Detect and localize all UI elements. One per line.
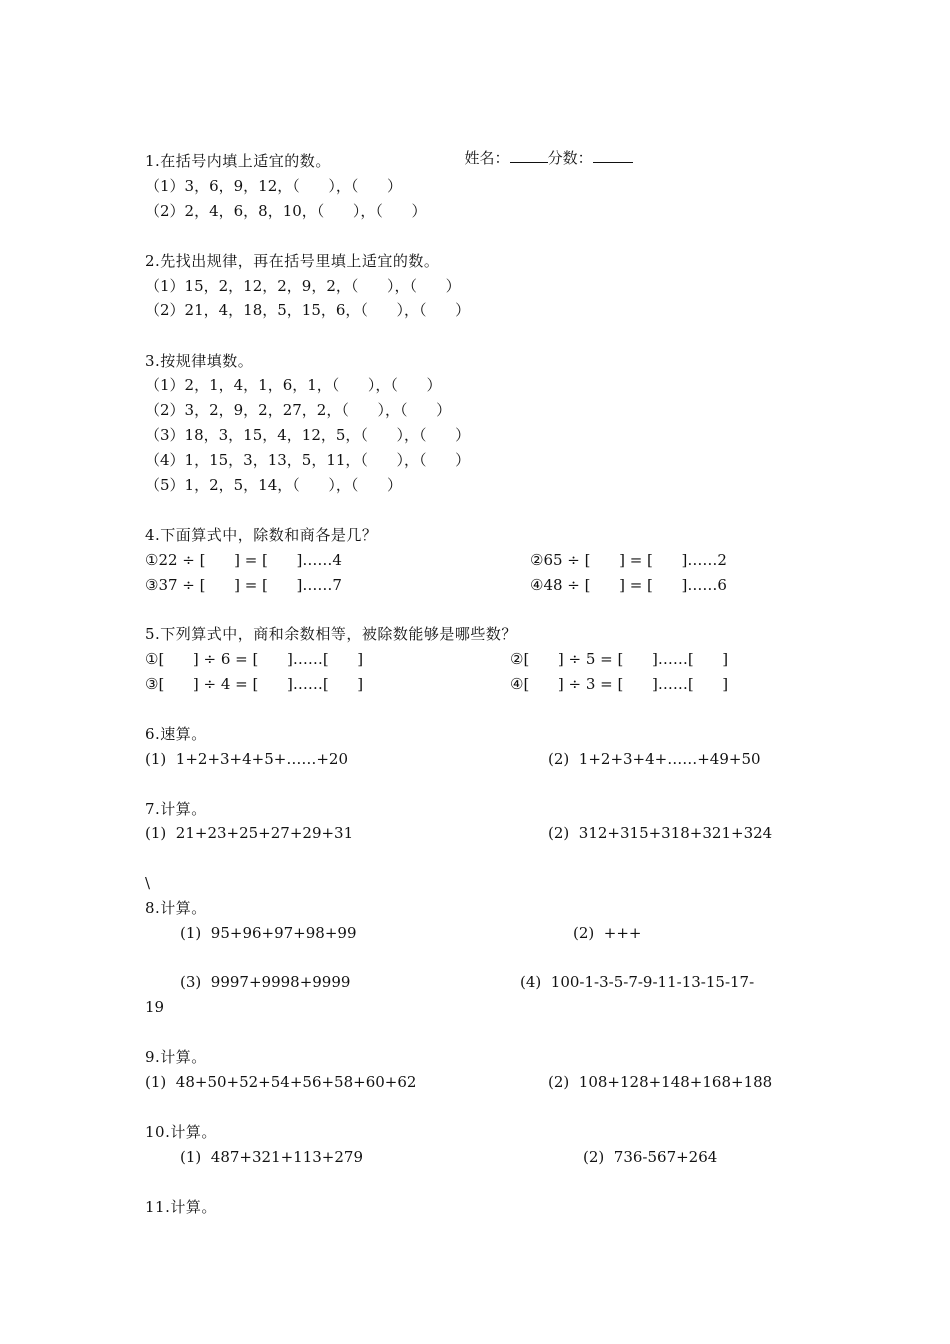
- q6-part-1: (1) 1+2+3+4+5+……+20: [145, 750, 348, 768]
- q7-title: 7.计算。: [145, 800, 207, 818]
- q10-title: 10.计算。: [145, 1123, 217, 1141]
- q2-item-2: （2）21，4，18，5，15，6，（ ），（ ）: [145, 301, 471, 319]
- q7-part-1: (1) 21+23+25+27+29+31: [145, 824, 354, 842]
- q8-part-4-continued: 19: [145, 998, 165, 1016]
- q1-item-1: （1）3，6，9，12，（ ），（ ）: [145, 177, 402, 195]
- q10-part-2: (2) 736-567+264: [583, 1148, 718, 1166]
- q4-title: 4.下面算式中，除数和商各是几？: [145, 526, 378, 544]
- q5-item-3: ③[ ] ÷ 4 = [ ]……[ ]: [145, 675, 364, 693]
- q1-item-2: （2）2，4，6，8，10，（ ），（ ）: [145, 202, 427, 220]
- q7-part-2: (2) 312+315+318+321+324: [548, 824, 773, 842]
- q6-title: 6.速算。: [145, 725, 207, 743]
- q4-item-1: ①22 ÷ [ ] = [ ]……4: [145, 551, 342, 569]
- q4-item-2: ②65 ÷ [ ] = [ ]……2: [530, 551, 727, 569]
- q4-item-4: ④48 ÷ [ ] = [ ]……6: [530, 576, 727, 594]
- q5-item-1: ①[ ] ÷ 6 = [ ]……[ ]: [145, 650, 364, 668]
- q8-part-1: (1) 95+96+97+98+99: [180, 924, 357, 942]
- q8-part-3: (3) 9997+9998+9999: [180, 973, 351, 991]
- q9-part-1: (1) 48+50+52+54+56+58+60+62: [145, 1073, 417, 1091]
- q5-item-2: ②[ ] ÷ 5 = [ ]……[ ]: [510, 650, 729, 668]
- q6-part-2: (2) 1+2+3+4+……+49+50: [548, 750, 761, 768]
- score-blank[interactable]: [593, 162, 633, 163]
- q9-title: 9.计算。: [145, 1048, 207, 1066]
- q5-title: 5.下列算式中，商和余数相等，被除数能够是哪些数？: [145, 625, 517, 643]
- q8-part-2: (2) +++: [573, 924, 642, 942]
- q3-item-2: （2）3，2，9，2，27，2，（ ），（ ）: [145, 401, 452, 419]
- q3-item-5: （5）1，2，5，14，（ ），（ ）: [145, 476, 402, 494]
- q11-title: 11.计算。: [145, 1198, 217, 1216]
- q1-title: 1.在括号内填上适宜的数。: [145, 152, 331, 170]
- q8-part-4: (4) 100-1-3-5-7-9-11-13-15-17-: [520, 973, 755, 991]
- q3-item-1: （1）2，1，4，1，6，1，（ ），（ ）: [145, 376, 442, 394]
- name-label: 姓名：: [464, 149, 510, 167]
- q3-item-4: （4）1，15，3，13，5，11，（ ），（ ）: [145, 451, 471, 469]
- header-line: [455, 128, 633, 168]
- score-label: 分数：: [547, 149, 593, 167]
- q5-item-4: ④[ ] ÷ 3 = [ ]……[ ]: [510, 675, 729, 693]
- name-blank[interactable]: [510, 162, 548, 163]
- q9-part-2: (2) 108+128+148+168+188: [548, 1073, 773, 1091]
- q3-title: 3.按规律填数。: [145, 352, 254, 370]
- q2-item-1: （1）15，2，12，2，9，2，（ ），（ ）: [145, 277, 461, 295]
- q10-part-1: (1) 487+321+113+279: [180, 1148, 364, 1166]
- q3-item-3: （3）18，3，15，4，12，5，（ ），（ ）: [145, 426, 471, 444]
- q4-item-3: ③37 ÷ [ ] = [ ]……7: [145, 576, 342, 594]
- q2-title: 2.先找出规律，再在括号里填上适宜的数。: [145, 252, 440, 270]
- q8-title: 8.计算。: [145, 899, 207, 917]
- stray-mark: \: [145, 874, 151, 892]
